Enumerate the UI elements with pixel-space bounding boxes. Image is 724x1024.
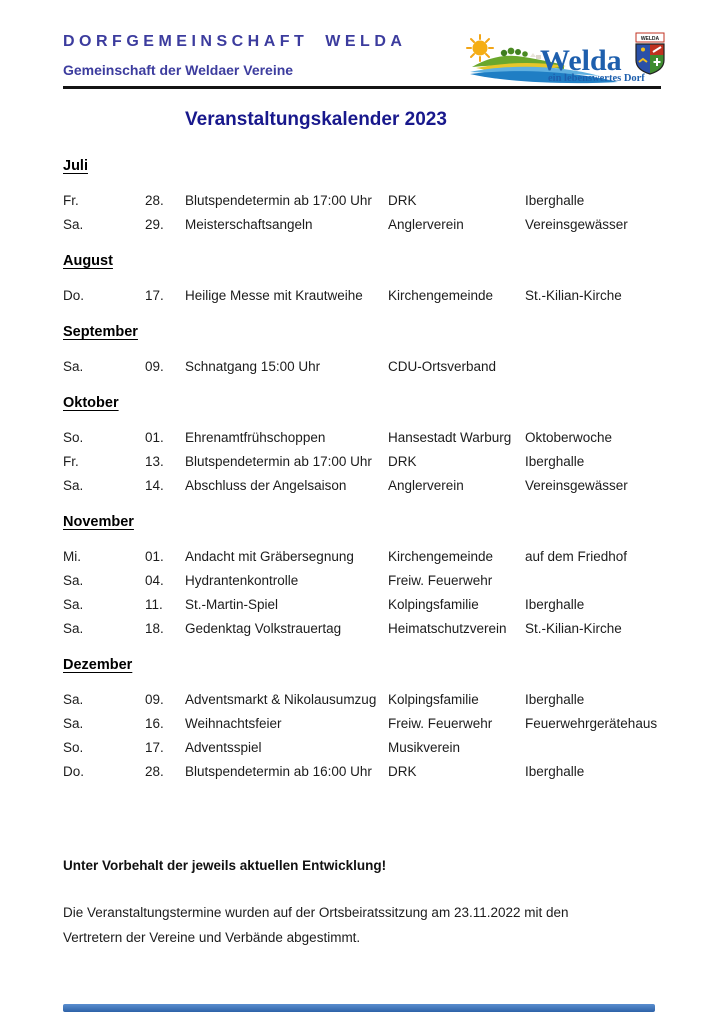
event-title: Blutspendetermin ab 17:00 Uhr — [185, 454, 372, 469]
event-title: Adventsmarkt & Nikolausumzug — [185, 692, 377, 707]
month-section — [63, 395, 661, 498]
event-location: Iberghalle — [525, 193, 585, 208]
event-title: St.-Martin-Spiel — [185, 597, 279, 612]
page-title: Veranstaltungskalender 2023 — [185, 109, 447, 130]
month-heading: September — [63, 324, 138, 340]
month-rows — [63, 189, 661, 237]
month-heading: August — [63, 253, 113, 269]
event-date: 28. — [145, 193, 164, 208]
event-title: Abschluss der Angelsaison — [185, 478, 347, 493]
event-organizer: Freiw. Feuerwehr — [388, 716, 493, 731]
event-location: Vereinsgewässer — [525, 478, 628, 493]
event-row — [63, 593, 661, 617]
event-row — [63, 284, 661, 308]
month-heading: Juli — [63, 158, 88, 174]
event-location: Vereinsgewässer — [525, 217, 628, 232]
org-subtitle: Gemeinschaft der Weldaer Vereine — [63, 62, 294, 78]
event-organizer: Kolpingsfamilie — [388, 597, 479, 612]
calendar — [63, 158, 661, 784]
event-date: 04. — [145, 573, 164, 588]
event-organizer: DRK — [388, 454, 417, 469]
event-day: Sa. — [63, 621, 84, 636]
month-heading: November — [63, 514, 134, 530]
event-day: Sa. — [63, 478, 84, 493]
event-date: 16. — [145, 716, 164, 731]
event-date: 09. — [145, 692, 164, 707]
month-section — [63, 657, 661, 784]
event-organizer: Musikverein — [388, 740, 461, 755]
event-title: Blutspendetermin ab 16:00 Uhr — [185, 764, 372, 779]
event-day: Sa. — [63, 692, 84, 707]
logo-wordmark: Welda — [540, 44, 622, 77]
org-name: DORFGEMEINSCHAFT WELDA — [63, 33, 407, 50]
event-location: St.-Kilian-Kirche — [525, 288, 622, 303]
month-section — [63, 253, 661, 308]
event-location: Feuerwehrgerätehaus — [525, 716, 658, 731]
event-day: Fr. — [63, 454, 79, 469]
event-title: Gedenktag Volkstrauertag — [185, 621, 342, 636]
event-organizer: Kirchengemeinde — [388, 549, 494, 564]
event-day: So. — [63, 740, 84, 755]
footer-accent-bar — [63, 1004, 655, 1012]
crest-banner-label: WELDA — [640, 36, 660, 42]
event-location: Iberghalle — [525, 764, 585, 779]
event-row — [63, 617, 661, 641]
month-heading: Oktober — [63, 395, 119, 411]
event-title: Weihnachtsfeier — [185, 716, 282, 731]
event-date: 01. — [145, 430, 164, 445]
event-row — [63, 688, 661, 712]
event-date: 17. — [145, 740, 164, 755]
event-date: 18. — [145, 621, 164, 636]
event-day: Sa. — [63, 217, 84, 232]
event-row — [63, 569, 661, 593]
event-location: auf dem Friedhof — [525, 549, 628, 564]
event-title: Heilige Messe mit Krautweihe — [185, 288, 363, 303]
month-heading: Dezember — [63, 657, 133, 673]
logo-tagline: ein lebenswertes Dorf — [548, 73, 645, 84]
event-row — [63, 474, 661, 498]
event-date: 14. — [145, 478, 164, 493]
event-row — [63, 736, 661, 760]
event-title: Blutspendetermin ab 17:00 Uhr — [185, 193, 372, 208]
month-rows — [63, 688, 661, 784]
event-date: 28. — [145, 764, 164, 779]
month-section — [63, 324, 661, 379]
event-organizer: Kolpingsfamilie — [388, 692, 479, 707]
event-title: Schnatgang 15:00 Uhr — [185, 359, 321, 374]
event-day: Sa. — [63, 716, 84, 731]
event-day: Sa. — [63, 573, 84, 588]
event-row — [63, 450, 661, 474]
event-title: Meisterschaftsangeln — [185, 217, 313, 232]
event-title: Adventsspiel — [185, 740, 262, 755]
event-title: Ehrenamtfrühschoppen — [185, 430, 326, 445]
event-organizer: DRK — [388, 193, 417, 208]
event-location: Iberghalle — [525, 597, 585, 612]
event-organizer: Anglerverein — [388, 478, 464, 493]
event-date: 11. — [145, 597, 163, 612]
event-organizer: Anglerverein — [388, 217, 464, 232]
event-row — [63, 213, 661, 237]
event-location: St.-Kilian-Kirche — [525, 621, 622, 636]
month-rows — [63, 426, 661, 498]
event-organizer: Heimatschutzverein — [388, 621, 507, 636]
event-day: Sa. — [63, 359, 84, 374]
event-title: Hydrantenkontrolle — [185, 573, 299, 588]
event-row — [63, 426, 661, 450]
month-rows — [63, 355, 661, 379]
event-location: Iberghalle — [525, 454, 585, 469]
event-day: Fr. — [63, 193, 79, 208]
event-row — [63, 545, 661, 569]
event-day: Sa. — [63, 597, 84, 612]
event-date: 17. — [145, 288, 164, 303]
event-organizer: Hansestadt Warburg — [388, 430, 512, 445]
month-section — [63, 514, 661, 641]
event-organizer: Freiw. Feuerwehr — [388, 573, 493, 588]
month-rows — [63, 284, 661, 308]
event-row — [63, 712, 661, 736]
event-day: Do. — [63, 764, 85, 779]
month-rows — [63, 545, 661, 641]
event-day: Mi. — [63, 549, 81, 564]
event-row — [63, 760, 661, 784]
disclaimer-text: Unter Vorbehalt der jeweils aktuellen Entwicklung! — [63, 858, 387, 873]
event-organizer: CDU-Ortsverband — [388, 359, 497, 374]
event-date: 01. — [145, 549, 164, 564]
event-date: 29. — [145, 217, 164, 232]
event-organizer: DRK — [388, 764, 417, 779]
event-row — [63, 189, 661, 213]
event-location: Oktoberwoche — [525, 430, 613, 445]
welda-logo — [464, 32, 676, 86]
event-day: So. — [63, 430, 84, 445]
event-location: Iberghalle — [525, 692, 585, 707]
event-date: 13. — [145, 454, 164, 469]
month-section — [63, 158, 661, 237]
event-organizer: Kirchengemeinde — [388, 288, 494, 303]
event-row — [63, 355, 661, 379]
event-title: Andacht mit Gräbersegnung — [185, 549, 354, 564]
approval-note: Die Veranstaltungstermine wurden auf der Ortsbeiratssitzung am 23.11.2022 mit den Vertretern der Vereine und Verbände abgestimmt. — [63, 905, 569, 945]
event-date: 09. — [145, 359, 164, 374]
welda-crest — [636, 33, 664, 75]
header-divider — [63, 86, 661, 89]
event-day: Do. — [63, 288, 85, 303]
sun-icon — [467, 35, 493, 61]
